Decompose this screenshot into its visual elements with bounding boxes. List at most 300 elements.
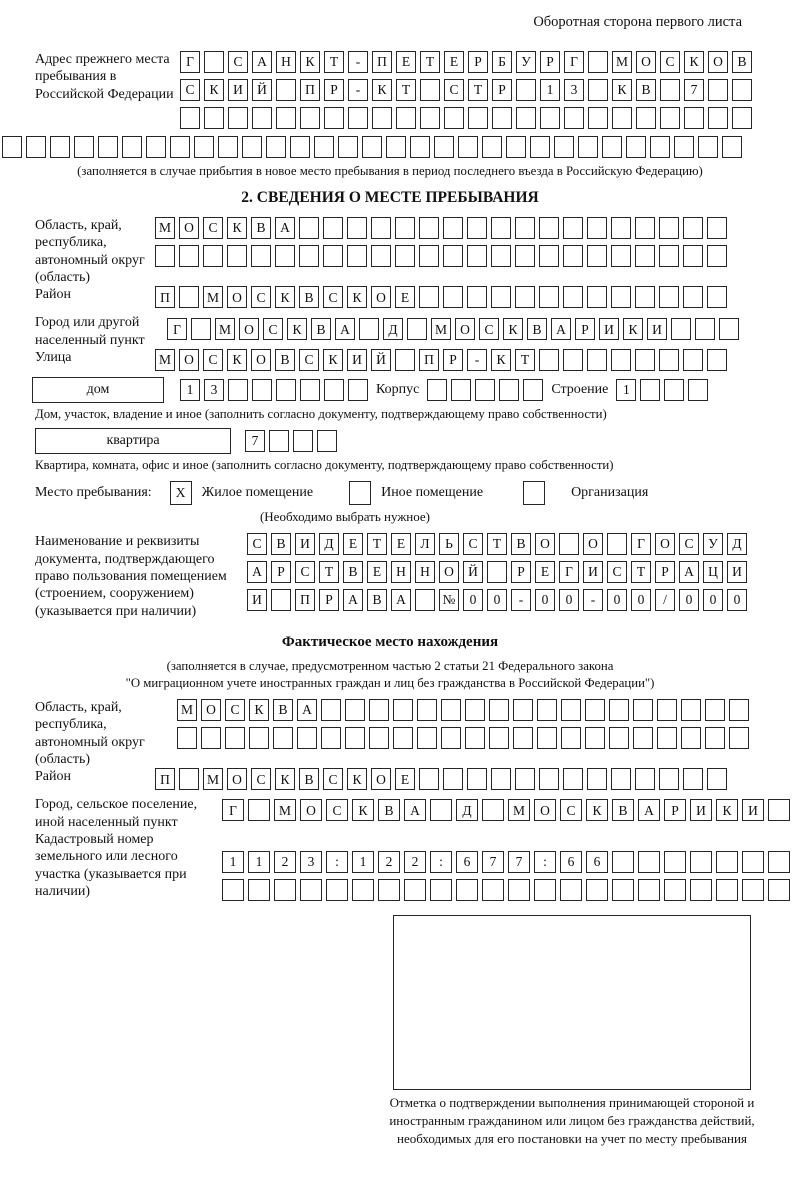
char-cell[interactable]: 3 bbox=[204, 379, 224, 401]
char-cell[interactable] bbox=[638, 879, 660, 901]
char-cell[interactable] bbox=[419, 217, 439, 239]
char-cell[interactable]: 3 bbox=[300, 851, 322, 873]
char-cell[interactable]: С bbox=[679, 533, 699, 555]
char-cell[interactable] bbox=[300, 107, 320, 129]
char-cell[interactable]: И bbox=[742, 799, 764, 821]
char-cell[interactable]: Р bbox=[319, 589, 339, 611]
char-cell[interactable]: 2 bbox=[378, 851, 400, 873]
char-cell[interactable] bbox=[491, 286, 511, 308]
char-cell[interactable] bbox=[419, 286, 439, 308]
char-cell[interactable] bbox=[671, 318, 691, 340]
char-cell[interactable]: Т bbox=[468, 79, 488, 101]
char-cell[interactable]: 2 bbox=[274, 851, 296, 873]
char-cell[interactable] bbox=[716, 879, 738, 901]
char-cell[interactable]: К bbox=[352, 799, 374, 821]
char-cell[interactable]: О bbox=[371, 286, 391, 308]
char-cell[interactable] bbox=[722, 136, 742, 158]
char-cell[interactable] bbox=[444, 107, 464, 129]
char-cell[interactable]: О bbox=[179, 349, 199, 371]
char-cell[interactable] bbox=[177, 727, 197, 749]
char-cell[interactable]: К bbox=[623, 318, 643, 340]
char-cell[interactable] bbox=[458, 136, 478, 158]
char-cell[interactable]: Р bbox=[655, 561, 675, 583]
char-cell[interactable] bbox=[465, 699, 485, 721]
char-cell[interactable] bbox=[537, 727, 557, 749]
char-cell[interactable]: И bbox=[347, 349, 367, 371]
char-cell[interactable] bbox=[635, 217, 655, 239]
char-cell[interactable] bbox=[683, 349, 703, 371]
char-cell[interactable] bbox=[297, 727, 317, 749]
checkbox-other-premises[interactable] bbox=[349, 481, 371, 505]
char-cell[interactable]: Е bbox=[395, 768, 415, 790]
char-cell[interactable]: М bbox=[177, 699, 197, 721]
char-cell[interactable]: А bbox=[343, 589, 363, 611]
char-cell[interactable] bbox=[465, 727, 485, 749]
char-cell[interactable] bbox=[276, 379, 296, 401]
char-cell[interactable]: В bbox=[251, 217, 271, 239]
char-cell[interactable] bbox=[252, 107, 272, 129]
char-cell[interactable]: В bbox=[311, 318, 331, 340]
char-cell[interactable] bbox=[293, 430, 313, 452]
char-cell[interactable] bbox=[348, 379, 368, 401]
char-cell[interactable]: О bbox=[534, 799, 556, 821]
char-cell[interactable]: С bbox=[263, 318, 283, 340]
char-cell[interactable] bbox=[273, 727, 293, 749]
char-cell[interactable] bbox=[468, 107, 488, 129]
char-cell[interactable]: 0 bbox=[535, 589, 555, 611]
char-cell[interactable]: Е bbox=[396, 51, 416, 73]
char-cell[interactable] bbox=[475, 379, 495, 401]
char-cell[interactable]: О bbox=[371, 768, 391, 790]
char-cell[interactable]: А bbox=[247, 561, 267, 583]
char-cell[interactable] bbox=[707, 217, 727, 239]
char-cell[interactable] bbox=[324, 107, 344, 129]
char-cell[interactable]: Г bbox=[167, 318, 187, 340]
char-cell[interactable] bbox=[451, 379, 471, 401]
char-cell[interactable]: С bbox=[323, 286, 343, 308]
char-cell[interactable] bbox=[664, 851, 686, 873]
char-cell[interactable] bbox=[707, 286, 727, 308]
char-cell[interactable]: Л bbox=[415, 533, 435, 555]
char-cell[interactable] bbox=[674, 136, 694, 158]
char-cell[interactable]: 0 bbox=[703, 589, 723, 611]
char-cell[interactable]: 7 bbox=[508, 851, 530, 873]
char-cell[interactable] bbox=[323, 245, 343, 267]
char-cell[interactable] bbox=[681, 727, 701, 749]
char-cell[interactable]: Д bbox=[727, 533, 747, 555]
char-cell[interactable] bbox=[467, 217, 487, 239]
char-cell[interactable]: - bbox=[467, 349, 487, 371]
char-cell[interactable]: М bbox=[508, 799, 530, 821]
char-cell[interactable]: 1 bbox=[616, 379, 636, 401]
char-cell[interactable]: К bbox=[323, 349, 343, 371]
char-cell[interactable] bbox=[314, 136, 334, 158]
char-cell[interactable]: Д bbox=[383, 318, 403, 340]
char-cell[interactable] bbox=[729, 699, 749, 721]
char-cell[interactable]: 0 bbox=[559, 589, 579, 611]
char-cell[interactable] bbox=[417, 727, 437, 749]
char-cell[interactable] bbox=[587, 245, 607, 267]
char-cell[interactable] bbox=[489, 699, 509, 721]
char-cell[interactable] bbox=[443, 286, 463, 308]
char-cell[interactable]: Д bbox=[456, 799, 478, 821]
char-cell[interactable] bbox=[659, 768, 679, 790]
char-cell[interactable] bbox=[719, 318, 739, 340]
char-cell[interactable]: К bbox=[503, 318, 523, 340]
char-cell[interactable] bbox=[626, 136, 646, 158]
char-cell[interactable] bbox=[179, 245, 199, 267]
char-cell[interactable] bbox=[251, 245, 271, 267]
char-cell[interactable] bbox=[683, 217, 703, 239]
char-cell[interactable]: 1 bbox=[180, 379, 200, 401]
char-cell[interactable] bbox=[393, 727, 413, 749]
char-cell[interactable] bbox=[523, 379, 543, 401]
char-cell[interactable] bbox=[539, 217, 559, 239]
char-cell[interactable] bbox=[732, 107, 752, 129]
char-cell[interactable] bbox=[705, 727, 725, 749]
char-cell[interactable] bbox=[635, 349, 655, 371]
char-cell[interactable]: К bbox=[300, 51, 320, 73]
char-cell[interactable] bbox=[321, 727, 341, 749]
char-cell[interactable]: М bbox=[215, 318, 235, 340]
char-cell[interactable] bbox=[708, 79, 728, 101]
char-cell[interactable] bbox=[633, 727, 653, 749]
char-cell[interactable] bbox=[323, 217, 343, 239]
char-cell[interactable] bbox=[443, 217, 463, 239]
char-cell[interactable]: Ь bbox=[439, 533, 459, 555]
char-cell[interactable] bbox=[249, 727, 269, 749]
char-cell[interactable] bbox=[222, 879, 244, 901]
char-cell[interactable]: Ц bbox=[703, 561, 723, 583]
char-cell[interactable]: О bbox=[300, 799, 322, 821]
char-cell[interactable] bbox=[218, 136, 238, 158]
char-cell[interactable] bbox=[563, 217, 583, 239]
char-cell[interactable]: И bbox=[727, 561, 747, 583]
char-cell[interactable]: Н bbox=[391, 561, 411, 583]
char-cell[interactable]: К bbox=[372, 79, 392, 101]
char-cell[interactable] bbox=[248, 799, 270, 821]
char-cell[interactable] bbox=[563, 349, 583, 371]
char-cell[interactable]: С bbox=[251, 768, 271, 790]
char-cell[interactable] bbox=[707, 349, 727, 371]
char-cell[interactable]: 1 bbox=[352, 851, 374, 873]
char-cell[interactable]: Р bbox=[664, 799, 686, 821]
char-cell[interactable]: О bbox=[251, 349, 271, 371]
char-cell[interactable] bbox=[530, 136, 550, 158]
char-cell[interactable]: С bbox=[463, 533, 483, 555]
char-cell[interactable]: М bbox=[155, 349, 175, 371]
char-cell[interactable]: 0 bbox=[607, 589, 627, 611]
char-cell[interactable] bbox=[276, 79, 296, 101]
char-cell[interactable]: К bbox=[586, 799, 608, 821]
char-cell[interactable] bbox=[513, 699, 533, 721]
char-cell[interactable] bbox=[352, 879, 374, 901]
char-cell[interactable]: К bbox=[227, 349, 247, 371]
char-cell[interactable] bbox=[587, 217, 607, 239]
char-cell[interactable] bbox=[74, 136, 94, 158]
char-cell[interactable]: Е bbox=[391, 533, 411, 555]
char-cell[interactable]: О bbox=[227, 286, 247, 308]
char-cell[interactable] bbox=[434, 136, 454, 158]
char-cell[interactable]: О bbox=[655, 533, 675, 555]
char-cell[interactable]: С bbox=[228, 51, 248, 73]
char-cell[interactable]: О bbox=[455, 318, 475, 340]
char-cell[interactable]: И bbox=[583, 561, 603, 583]
char-cell[interactable]: - bbox=[348, 51, 368, 73]
char-cell[interactable]: 6 bbox=[456, 851, 478, 873]
char-cell[interactable]: Т bbox=[324, 51, 344, 73]
char-cell[interactable] bbox=[201, 727, 221, 749]
char-cell[interactable]: О bbox=[439, 561, 459, 583]
char-cell[interactable]: М bbox=[155, 217, 175, 239]
char-cell[interactable]: С bbox=[323, 768, 343, 790]
char-cell[interactable]: А bbox=[275, 217, 295, 239]
char-cell[interactable]: С bbox=[247, 533, 267, 555]
char-cell[interactable] bbox=[271, 589, 291, 611]
char-cell[interactable]: В bbox=[378, 799, 400, 821]
char-cell[interactable] bbox=[276, 107, 296, 129]
char-cell[interactable]: Г bbox=[559, 561, 579, 583]
char-cell[interactable]: 7 bbox=[684, 79, 704, 101]
char-cell[interactable] bbox=[227, 245, 247, 267]
char-cell[interactable]: А bbox=[404, 799, 426, 821]
char-cell[interactable] bbox=[683, 245, 703, 267]
char-cell[interactable] bbox=[317, 430, 337, 452]
char-cell[interactable] bbox=[635, 245, 655, 267]
char-cell[interactable]: С bbox=[660, 51, 680, 73]
char-cell[interactable] bbox=[609, 727, 629, 749]
char-cell[interactable] bbox=[664, 879, 686, 901]
char-cell[interactable] bbox=[602, 136, 622, 158]
char-cell[interactable] bbox=[324, 379, 344, 401]
char-cell[interactable] bbox=[443, 245, 463, 267]
char-cell[interactable] bbox=[371, 245, 391, 267]
char-cell[interactable] bbox=[456, 879, 478, 901]
char-cell[interactable]: А bbox=[551, 318, 571, 340]
char-cell[interactable] bbox=[768, 851, 790, 873]
char-cell[interactable] bbox=[420, 79, 440, 101]
char-cell[interactable] bbox=[417, 699, 437, 721]
char-cell[interactable]: П bbox=[300, 79, 320, 101]
char-cell[interactable]: 3 bbox=[564, 79, 584, 101]
char-cell[interactable] bbox=[633, 699, 653, 721]
char-cell[interactable] bbox=[729, 727, 749, 749]
char-cell[interactable] bbox=[248, 879, 270, 901]
char-cell[interactable]: С bbox=[607, 561, 627, 583]
char-cell[interactable]: К bbox=[716, 799, 738, 821]
char-cell[interactable]: А bbox=[391, 589, 411, 611]
char-cell[interactable]: / bbox=[655, 589, 675, 611]
char-cell[interactable] bbox=[180, 107, 200, 129]
char-cell[interactable] bbox=[560, 879, 582, 901]
char-cell[interactable] bbox=[515, 286, 535, 308]
char-cell[interactable] bbox=[587, 768, 607, 790]
char-cell[interactable]: А bbox=[638, 799, 660, 821]
char-cell[interactable]: Д bbox=[319, 533, 339, 555]
char-cell[interactable]: Г bbox=[631, 533, 651, 555]
char-cell[interactable]: М bbox=[203, 286, 223, 308]
char-cell[interactable] bbox=[612, 107, 632, 129]
char-cell[interactable] bbox=[359, 318, 379, 340]
char-cell[interactable] bbox=[659, 217, 679, 239]
char-cell[interactable] bbox=[554, 136, 574, 158]
char-cell[interactable]: В bbox=[636, 79, 656, 101]
char-cell[interactable]: В bbox=[732, 51, 752, 73]
char-cell[interactable]: П bbox=[155, 286, 175, 308]
char-cell[interactable] bbox=[513, 727, 533, 749]
char-cell[interactable]: С bbox=[203, 349, 223, 371]
char-cell[interactable]: И bbox=[247, 589, 267, 611]
char-cell[interactable]: О bbox=[179, 217, 199, 239]
checkbox-residential[interactable]: X bbox=[170, 481, 192, 505]
char-cell[interactable]: У bbox=[703, 533, 723, 555]
char-cell[interactable]: А bbox=[335, 318, 355, 340]
char-cell[interactable]: С bbox=[203, 217, 223, 239]
char-cell[interactable]: С bbox=[225, 699, 245, 721]
char-cell[interactable]: К bbox=[347, 286, 367, 308]
char-cell[interactable] bbox=[611, 349, 631, 371]
char-cell[interactable] bbox=[347, 245, 367, 267]
char-cell[interactable] bbox=[540, 107, 560, 129]
char-cell[interactable] bbox=[705, 699, 725, 721]
char-cell[interactable] bbox=[430, 879, 452, 901]
char-cell[interactable] bbox=[768, 879, 790, 901]
char-cell[interactable]: В bbox=[271, 533, 291, 555]
char-cell[interactable]: - bbox=[348, 79, 368, 101]
char-cell[interactable] bbox=[638, 851, 660, 873]
char-cell[interactable]: В bbox=[299, 768, 319, 790]
char-cell[interactable]: В bbox=[343, 561, 363, 583]
char-cell[interactable] bbox=[683, 286, 703, 308]
char-cell[interactable] bbox=[321, 699, 341, 721]
char-cell[interactable] bbox=[539, 349, 559, 371]
char-cell[interactable] bbox=[586, 879, 608, 901]
char-cell[interactable] bbox=[170, 136, 190, 158]
char-cell[interactable]: Р bbox=[492, 79, 512, 101]
char-cell[interactable]: К bbox=[275, 768, 295, 790]
char-cell[interactable] bbox=[515, 768, 535, 790]
char-cell[interactable] bbox=[664, 379, 684, 401]
char-cell[interactable] bbox=[427, 379, 447, 401]
char-cell[interactable]: 7 bbox=[482, 851, 504, 873]
char-cell[interactable]: Т bbox=[367, 533, 387, 555]
char-cell[interactable]: В bbox=[367, 589, 387, 611]
char-cell[interactable]: 7 bbox=[245, 430, 265, 452]
char-cell[interactable] bbox=[587, 286, 607, 308]
char-cell[interactable]: 0 bbox=[727, 589, 747, 611]
char-cell[interactable] bbox=[611, 286, 631, 308]
char-cell[interactable]: О bbox=[636, 51, 656, 73]
char-cell[interactable]: 0 bbox=[679, 589, 699, 611]
char-cell[interactable] bbox=[345, 699, 365, 721]
char-cell[interactable]: О bbox=[201, 699, 221, 721]
char-cell[interactable] bbox=[585, 699, 605, 721]
char-cell[interactable] bbox=[395, 349, 415, 371]
char-cell[interactable] bbox=[695, 318, 715, 340]
char-cell[interactable] bbox=[482, 879, 504, 901]
char-cell[interactable]: М bbox=[612, 51, 632, 73]
char-cell[interactable]: С bbox=[560, 799, 582, 821]
char-cell[interactable]: 6 bbox=[586, 851, 608, 873]
char-cell[interactable] bbox=[688, 379, 708, 401]
char-cell[interactable] bbox=[561, 699, 581, 721]
char-cell[interactable] bbox=[290, 136, 310, 158]
char-cell[interactable] bbox=[537, 699, 557, 721]
char-cell[interactable]: Т bbox=[515, 349, 535, 371]
char-cell[interactable] bbox=[122, 136, 142, 158]
char-cell[interactable] bbox=[299, 245, 319, 267]
char-cell[interactable] bbox=[650, 136, 670, 158]
char-cell[interactable] bbox=[539, 286, 559, 308]
char-cell[interactable] bbox=[716, 851, 738, 873]
char-cell[interactable] bbox=[2, 136, 22, 158]
char-cell[interactable]: Е bbox=[444, 51, 464, 73]
char-cell[interactable] bbox=[578, 136, 598, 158]
char-cell[interactable] bbox=[441, 699, 461, 721]
char-cell[interactable]: 1 bbox=[248, 851, 270, 873]
char-cell[interactable]: С bbox=[479, 318, 499, 340]
char-cell[interactable] bbox=[491, 245, 511, 267]
char-cell[interactable] bbox=[204, 51, 224, 73]
char-cell[interactable]: С bbox=[295, 561, 315, 583]
char-cell[interactable]: 6 bbox=[560, 851, 582, 873]
char-cell[interactable]: - bbox=[511, 589, 531, 611]
char-cell[interactable] bbox=[492, 107, 512, 129]
char-cell[interactable]: Т bbox=[319, 561, 339, 583]
char-cell[interactable]: И bbox=[647, 318, 667, 340]
char-cell[interactable] bbox=[506, 136, 526, 158]
char-cell[interactable] bbox=[407, 318, 427, 340]
char-cell[interactable] bbox=[443, 768, 463, 790]
char-cell[interactable]: И bbox=[599, 318, 619, 340]
char-cell[interactable]: Р bbox=[575, 318, 595, 340]
char-cell[interactable] bbox=[585, 727, 605, 749]
char-cell[interactable] bbox=[611, 768, 631, 790]
char-cell[interactable] bbox=[345, 727, 365, 749]
char-cell[interactable] bbox=[539, 245, 559, 267]
char-cell[interactable] bbox=[516, 79, 536, 101]
char-cell[interactable]: И bbox=[295, 533, 315, 555]
char-cell[interactable] bbox=[612, 851, 634, 873]
char-cell[interactable] bbox=[194, 136, 214, 158]
char-cell[interactable] bbox=[487, 561, 507, 583]
char-cell[interactable] bbox=[430, 799, 452, 821]
char-cell[interactable] bbox=[299, 217, 319, 239]
char-cell[interactable] bbox=[338, 136, 358, 158]
char-cell[interactable]: Р bbox=[443, 349, 463, 371]
char-cell[interactable] bbox=[611, 217, 631, 239]
char-cell[interactable] bbox=[26, 136, 46, 158]
char-cell[interactable] bbox=[441, 727, 461, 749]
char-cell[interactable] bbox=[395, 245, 415, 267]
char-cell[interactable]: О bbox=[239, 318, 259, 340]
char-cell[interactable] bbox=[587, 349, 607, 371]
char-cell[interactable]: С bbox=[299, 349, 319, 371]
char-cell[interactable] bbox=[636, 107, 656, 129]
char-cell[interactable] bbox=[467, 245, 487, 267]
char-cell[interactable] bbox=[266, 136, 286, 158]
char-cell[interactable] bbox=[386, 136, 406, 158]
char-cell[interactable]: С bbox=[444, 79, 464, 101]
char-cell[interactable] bbox=[707, 245, 727, 267]
char-cell[interactable] bbox=[508, 879, 530, 901]
checkbox-organization[interactable] bbox=[523, 481, 545, 505]
char-cell[interactable]: Е bbox=[367, 561, 387, 583]
char-cell[interactable]: П bbox=[419, 349, 439, 371]
char-cell[interactable]: Р bbox=[540, 51, 560, 73]
char-cell[interactable]: : bbox=[430, 851, 452, 873]
char-cell[interactable]: Т bbox=[396, 79, 416, 101]
